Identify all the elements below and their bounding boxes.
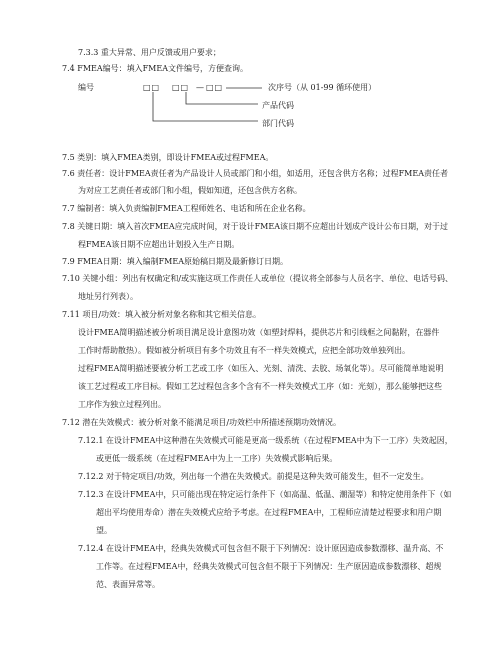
section-7-12-3-line-1: 7.12.3 在设计FMEA中，只可能出现在特定运行条件下（如高温、低温、潮湿等）和特定使用条件下（如: [78, 490, 452, 499]
section-7-12-2: 7.12.2 对于特定项目/功效，列出每一个潜在失效模式。前提是这种失效可能发生，但不一定发生。: [78, 472, 429, 481]
numbering-dash: —: [196, 83, 204, 92]
section-7-11-line-1: 7.11 项目/功效：填入被分析对象名称和其它相关信息。: [62, 310, 262, 319]
sequence-boxes: □□: [206, 83, 224, 92]
section-7-7: 7.7 编制者：填入负责编制FMEA工程师姓名、电话和所在企业名称。: [62, 204, 311, 213]
section-7-12-4-line-2: 工作等。在过程FMEA中，经典失效模式可包含但不限于下列情况：生产原因造成参数漂移、超规: [96, 562, 442, 571]
section-7-10-line-2: 地址另行列表）。: [78, 292, 138, 301]
section-7-9: 7.9 FMEA日期：填入编制FMEA原始稿日期及最新修订日期。: [62, 257, 288, 266]
section-7-12-3-line-2: 超出平均使用寿命）潜在失效模式应给予考虑。在过程FMEA中，工程师应清楚过程要求和用户期: [96, 508, 442, 517]
section-7-11-line-6: 工序作为独立过程列出。: [78, 400, 166, 409]
section-7-11-line-2: 设计FMEA简明描述被分析项目满足设计意图功效（如塑封焊料，提供芯片和引线框之间黏附，在器件: [78, 328, 440, 337]
section-7-11-line-5: 该工艺过程或工序目标。假如工艺过程包含多个含有不一样失效模式工序（如：光刻），那么能够把这些: [78, 382, 442, 391]
dept-code-boxes: □□: [143, 83, 161, 92]
section-7-12: 7.12 潜在失效模式：被分析对象不能满足项目/功效栏中所描述预期功效情况。: [62, 418, 342, 427]
section-7-5: 7.5 类别：填入FMEA类别，即设计FMEA或过程FMEA。: [62, 153, 274, 162]
section-7-10-line-1: 7.10 关键小组：列出有权确定和/或实施这项工作责任人或单位（提议将全部参与人员名字、单位、电话号码、: [62, 274, 454, 283]
section-7-12-4-line-3: 范、表面异常等。: [96, 580, 160, 589]
section-7-12-1-line-2: 或更低一级系统（在过程FMEA中为上一工序）失效模式影响后果。: [96, 454, 338, 463]
section-7-12-3-line-3: 望。: [96, 526, 112, 535]
section-7-4: 7.4 FMEA编号：填入FMEA文件编号，方便查询。: [62, 64, 248, 73]
sequence-number-label: 次序号（从 01-99 循环使用）: [268, 83, 377, 92]
section-7-6-line-2: 为对应工艺责任者或部门和小组，假如知道，还包含供方名称。: [78, 186, 302, 195]
section-7-3-3: 7.3.3 重大异常、用户反馈或用户要求；: [78, 48, 221, 57]
section-7-6-line-1: 7.6 责任者：设计FMEA责任者为产品设计人员或部门和小组，如适用，还包含供方名称；过程FMEA责任者: [62, 169, 448, 178]
product-code-label: 产品代码: [262, 101, 294, 110]
section-7-12-1-line-1: 7.12.1 在设计FMEA中这种潜在失效模式可能是更高一级系统（在过程FMEA中为下一工序）失效起因，: [78, 436, 453, 445]
dept-code-label: 部门代码: [262, 119, 294, 128]
section-7-12-4-line-1: 7.12.4 在设计FMEA中，经典失效模式可包含但不限于下列情况：设计原因造成参数漂移、温升高、不: [78, 544, 444, 553]
numbering-label: 编号: [78, 83, 94, 92]
section-7-11-line-4: 过程FMEA简明描述要被分析工艺或工序（如压入、光刻、清洗、去胶、场氧化等）。尽可能简单地说明: [78, 364, 444, 373]
section-7-8-line-1: 7.8 关键日期：填入首次FMEA应完成时间，对于设计FMEA该日期不应超出计划成产设计公布日期，对于过: [62, 222, 448, 231]
product-code-boxes: □□: [172, 83, 190, 92]
section-7-8-line-2: 程FMEA该日期不应超出计划投入生产日期。: [78, 240, 240, 249]
section-7-11-line-3: 工作时帮助散热）。假如被分析项目有多个功效且有不一样失效模式，应把全部功效单独列出。: [78, 346, 410, 355]
